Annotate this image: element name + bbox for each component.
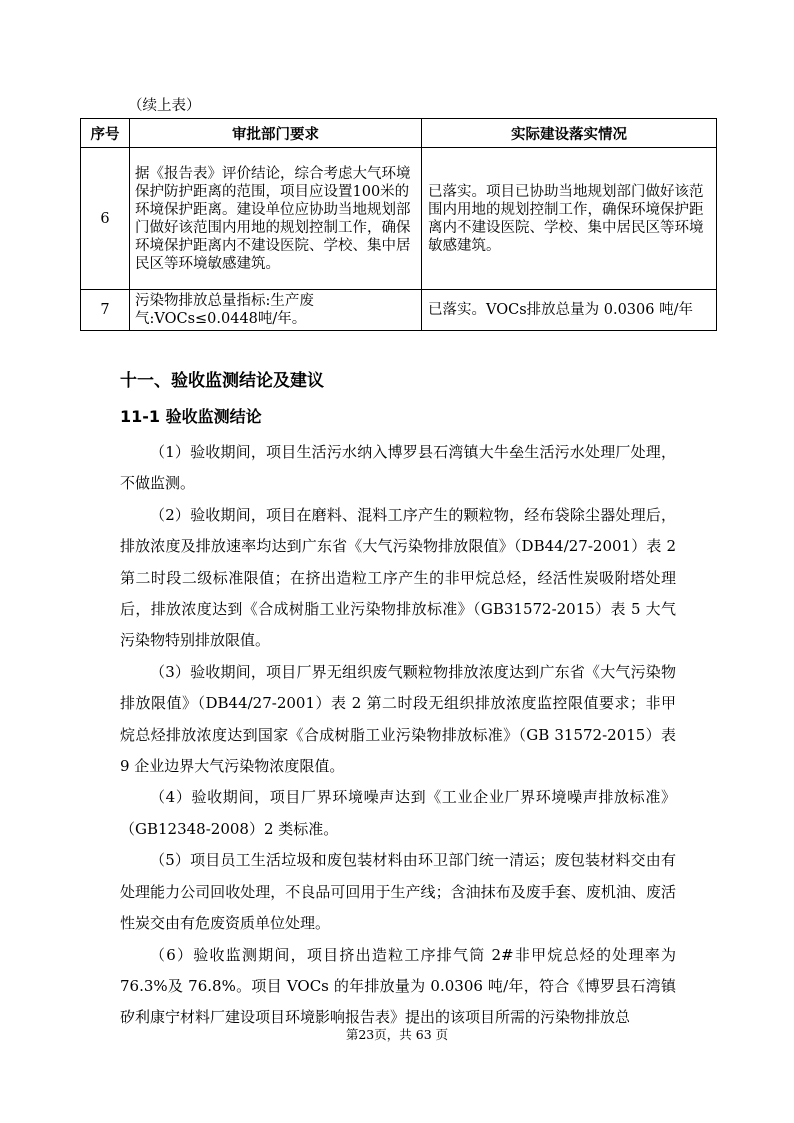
row-requirement: 污染物排放总量指标:生产废气:VOCs≤0.0448吨/年。 <box>130 290 422 331</box>
row-requirement: 据《报告表》评价结论，综合考虑大气环境保护防护距离的范围，项目应设置100米的环境保护距离。建设单位应协助当地规划部门做好该范围内用地的规划控制工作，确保环境保护距离内不建设医院、学校、集中居民区等环境敏感建筑。 <box>130 148 422 290</box>
header-status: 实际建设落实情况 <box>422 119 717 148</box>
table-row <box>81 148 717 290</box>
conclusion-paragraph: （5）项目员工生活垃圾和废包装材料由环卫部门统一清运；废包装材料交由有处理能力公司回收处理，不良品可回用于生产线；含油抹布及废手套、废机油、废活性炭交由有危废资质单位处理。 <box>120 851 676 933</box>
continued-label: （续上表） <box>128 98 201 114</box>
page-footer: 第23页，共 63 页 <box>345 1027 449 1042</box>
row-no: 7 <box>81 290 130 331</box>
conclusion-paragraph: （4）验收期间，项目厂界环境噪声达到《工业企业厂界环境噪声排放标准》（GB12348-2008）2 类标准。 <box>120 788 676 838</box>
row-no: 6 <box>81 148 130 290</box>
row-status: 已落实。项目已协助当地规划部门做好该范围内用地的规划控制工作，确保环境保护距离内不建设医院、学校、集中居民区等环境敏感建筑。 <box>422 148 717 290</box>
conclusion-paragraph: （1）验收期间，项目生活污水纳入博罗县石湾镇大牛垒生活污水处理厂处理，不做监测。 <box>120 443 676 493</box>
conclusion-paragraph: （6）验收监测期间，项目挤出造粒工序排气筒 2#非甲烷总烃的处理率为 76.3%及 76.8%。项目 VOCs 的年排放量为 0.0306 吨/年，符合《博罗县石湾镇矽利康宁材料厂建设项目环境影响报告表》提出的该项目所需的污染物排放总 <box>120 945 676 1027</box>
conclusion-body <box>120 437 676 1034</box>
approval-requirements-table <box>80 118 717 331</box>
conclusion-paragraph: （3）验收期间，项目厂界无组织废气颗粒物排放浓度达到广东省《大气污染物排放限值》（DB44/27-2001）表 2 第二时段无组织排放浓度监控限值要求；非甲烷总烃排放浓度达到国家《合成树脂工业污染物排放标准》（GB 31572-2015）表 9 企业边界大气污染物浓度限值。 <box>120 662 676 776</box>
row-status: 已落实。VOCs排放总量为 0.0306 吨/年 <box>422 290 717 331</box>
header-no: 序号 <box>81 119 130 148</box>
table-row <box>81 290 717 331</box>
subsection-title: 11-1 验收监测结论 <box>120 407 262 426</box>
table-header-row <box>81 119 717 148</box>
header-requirement: 审批部门要求 <box>130 119 422 148</box>
conclusion-paragraph: （2）验收期间，项目在磨料、混料工序产生的颗粒物，经布袋除尘器处理后，排放浓度及排放速率均达到广东省《大气污染物排放限值》（DB44/27-2001）表 2 第二时段二级标准限值；在挤出造粒工序产生的非甲烷总烃，经活性炭吸附塔处理后，排放浓度达到《合成树脂工业污染物排放标准》（GB31572-2015）表 5 大气污染物特别排放限值。 <box>120 505 676 650</box>
section-title: 十一、验收监测结论及建议 <box>120 371 324 391</box>
